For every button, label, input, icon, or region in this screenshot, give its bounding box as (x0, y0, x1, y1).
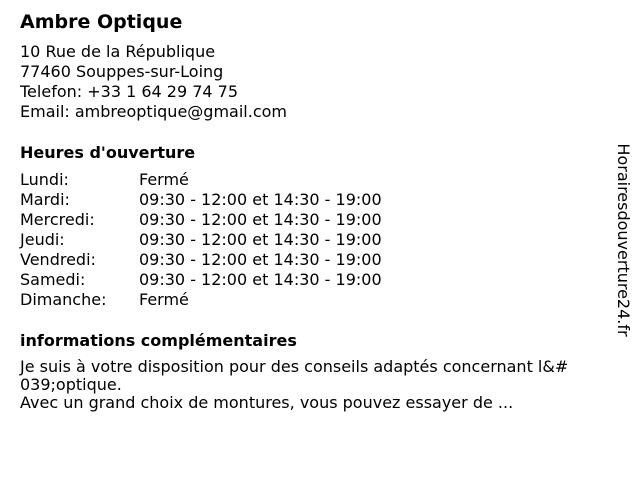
day-hours: Fermé (139, 170, 189, 189)
day-hours: 09:30 - 12:00 et 14:30 - 19:00 (139, 210, 382, 229)
day-label: Lundi: (20, 170, 69, 189)
day-hours: 09:30 - 12:00 et 14:30 - 19:00 (139, 250, 382, 269)
info-line-3: Avec un grand choix de montures, vous pouvez essayer de ... (20, 393, 514, 412)
day-hours: 09:30 - 12:00 et 14:30 - 19:00 (139, 230, 382, 249)
day-hours: Fermé (139, 290, 189, 309)
opening-hours-table (20, 170, 382, 310)
hours-row-friday (20, 250, 382, 270)
business-name: Ambre Optique (20, 11, 183, 33)
postal-city: 77460 Souppes-sur-Loing (20, 62, 224, 81)
day-label: Samedi: (20, 270, 86, 289)
address-block (20, 42, 600, 122)
additional-info-heading: informations complémentaires (20, 331, 297, 350)
day-label: Mardi: (20, 190, 70, 209)
day-hours: 09:30 - 12:00 et 14:30 - 19:00 (139, 190, 382, 209)
hours-row-tuesday (20, 190, 382, 210)
info-line-2: 039;optique. (20, 375, 122, 394)
street-address: 10 Rue de la République (20, 42, 216, 61)
day-label: Vendredi: (20, 250, 96, 269)
email-address: Email: ambreoptique@gmail.com (20, 102, 287, 121)
day-hours: 09:30 - 12:00 et 14:30 - 19:00 (139, 270, 382, 289)
day-label: Jeudi: (20, 230, 65, 249)
hours-row-saturday (20, 270, 382, 290)
hours-row-thursday (20, 230, 382, 250)
hours-row-monday (20, 170, 382, 190)
business-card (20, 10, 600, 412)
day-label: Dimanche: (20, 290, 107, 309)
site-watermark: Horairesdouverture24.fr (614, 143, 633, 337)
phone-number: Telefon: +33 1 64 29 74 75 (20, 82, 239, 101)
hours-row-sunday (20, 290, 382, 310)
day-label: Mercredi: (20, 210, 95, 229)
hours-row-wednesday (20, 210, 382, 230)
info-line-1: Je suis à votre disposition pour des conseils adaptés concernant l&# (20, 357, 569, 376)
opening-hours-heading: Heures d'ouverture (20, 143, 196, 162)
additional-info-text (20, 358, 600, 412)
